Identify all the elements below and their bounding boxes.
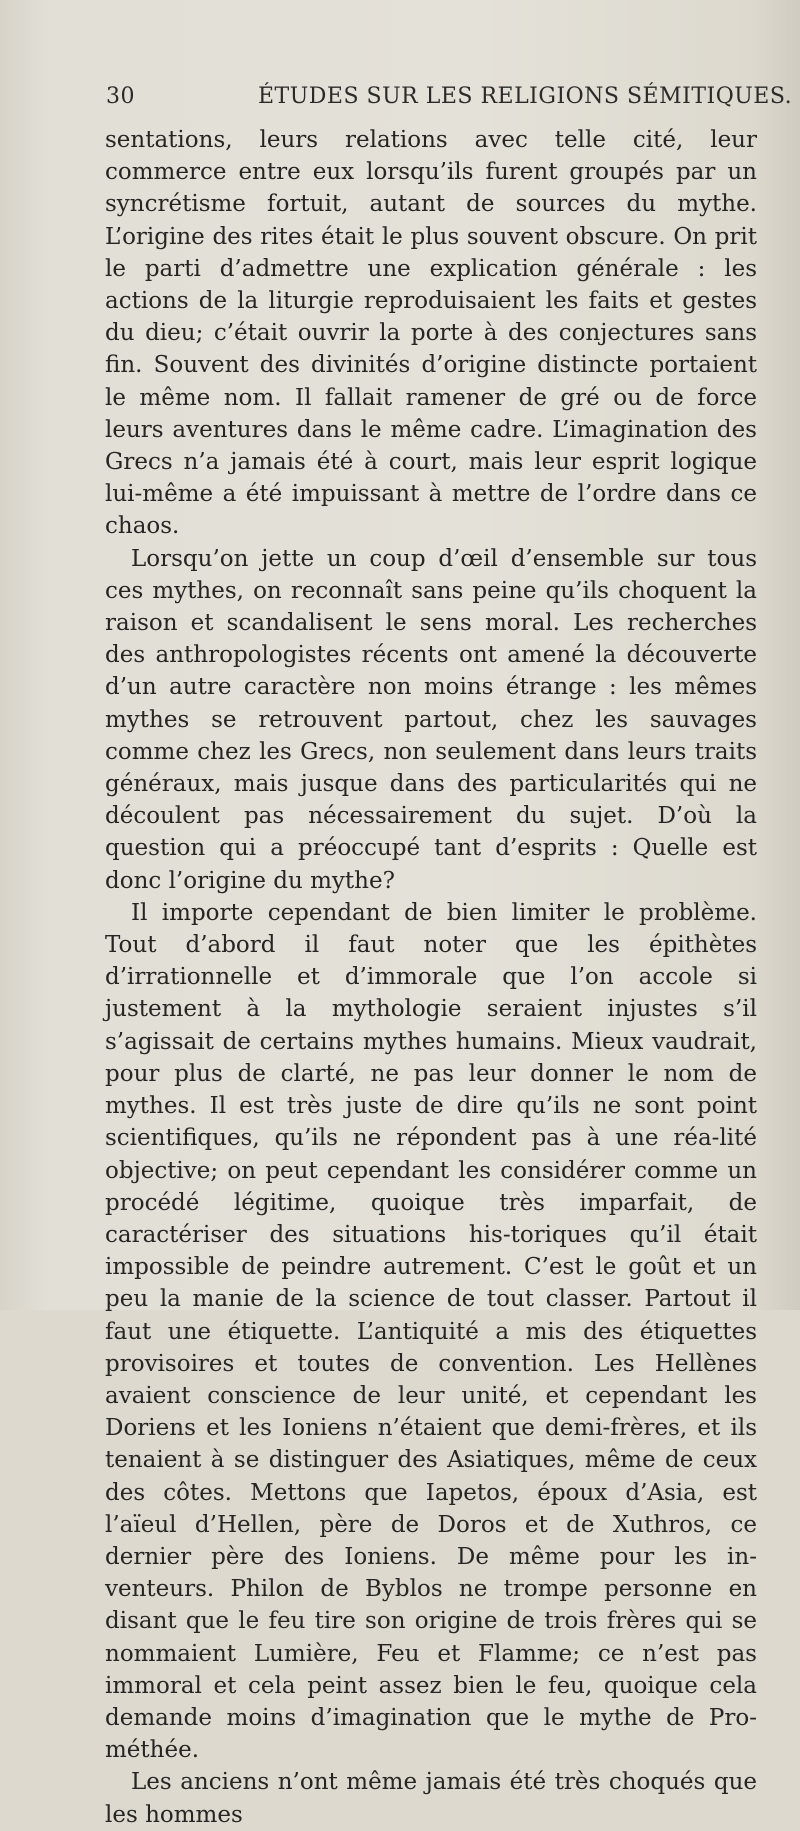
page-number: 30: [106, 84, 135, 109]
paragraph: Les anciens n’ont même jamais été très choqués que les hommes: [105, 1769, 757, 1828]
body-text: [105, 124, 757, 1831]
paragraph: sentations, leurs relations avec telle cité, leur commerce entre eux lorsqu’ils furent groupés par un syncrétisme fortuit, autant de sources du mythe. L’origine des rites était le plus souvent obscure. On prit le parti d’admettre une explication générale : les actions de la liturgie reproduisaient les faits et gestes du dieu; c’était ouvrir la porte à des conjectures sans fin. Souvent des divinités d’origine distincte portaient le même nom. Il fallait ramener de gré ou de force leurs aventures dans le même cadre. L’imagination des Grecs n’a jamais été à court, mais leur esprit logique lui-même a été impuissant à mettre de l’ordre dans ce chaos.: [105, 127, 757, 540]
page-header: [106, 84, 793, 118]
paragraph: Lorsqu’on jette un coup d’œil d’ensemble sur tous ces mythes, on reconnaît sans peine qu’ils choquent la raison et scandalisent le sens moral. Les recherches des anthropologistes récents ont amené la découverte d’un autre caractère non moins étrange : les mêmes mythes se retrouvent partout, chez les sauvages comme chez les Grecs, non seulement dans leurs traits généraux, mais jusque dans des particularités qui ne découlent pas nécessairement du sujet. D’où la question qui a préoccupé tant d’esprits : Quelle est donc l’origine du mythe?: [105, 545, 757, 894]
paragraph: Il importe cependant de bien limiter le problème. Tout d’abord il faut noter que les épithètes d’irrationnelle et d’immorale que l’on accole si justement à la mythologie seraient injustes s’il s’agissait de certains mythes humains. Mieux vaudrait, pour plus de clarté, ne pas leur donner le nom de mythes. Il est très juste de dire qu’ils ne sont point scientifiques, qu’ils ne répondent pas à une réa-lité objective; on peut cependant les considérer comme un procédé légitime, quoique très imparfait, de caractériser des situations his-toriques qu’il était impossible de peindre autrement. C’est le goût et un peu la manie de la science de tout classer. Partout il faut une étiquette. L’antiquité a mis des étiquettes provisoires et toutes de convention. Les Hellènes avaient conscience de leur unité, et cependant les Doriens et les Ioniens n’étaient que demi-frères, et ils tenaient à se distinguer des Asiatiques, même de ceux des côtes. Mettons que Iapetos, époux d’Asia, est l’aïeul d’Hellen, père de Doros et de Xuthros, ce dernier père des Ioniens. De même pour les in-venteurs. Philon de Byblos ne trompe personne en disant que le feu tire son origine de trois frères qui se nommaient Lumière, Feu et Flamme; ce n’est pas immoral et cela peint assez bien le feu, quoique cela demande moins d’imagination que le mythe de Pro-méthée.: [105, 899, 757, 1764]
running-title: ÉTUDES SUR LES RELIGIONS SÉMITIQUES.: [258, 84, 793, 109]
